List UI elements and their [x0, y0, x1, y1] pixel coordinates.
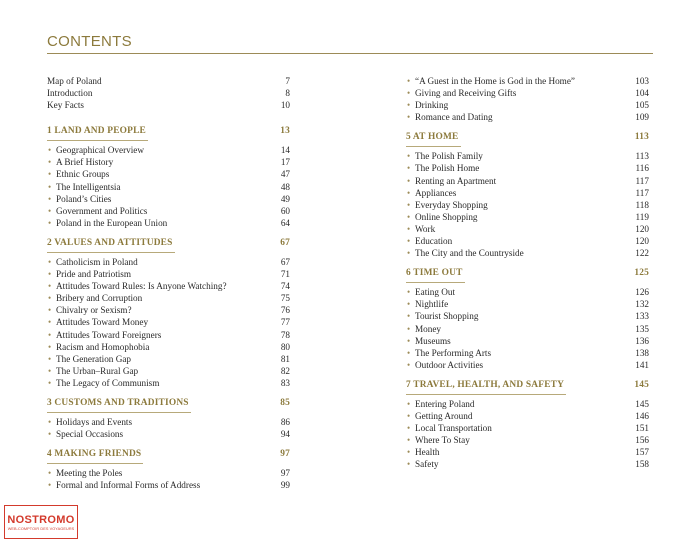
section-title: 2 VALUES AND ATTITUDES [47, 237, 173, 248]
nostromo-logo [4, 505, 78, 539]
toc-entry[interactable] [406, 199, 649, 211]
toc-entry[interactable] [47, 168, 290, 180]
entry-title: Special Occasions [56, 429, 124, 440]
section-title: 1 LAND AND PEOPLE [47, 126, 146, 137]
entry-title: Catholicism in Poland [56, 256, 138, 267]
entry-title: Romance and Dating [415, 112, 493, 123]
section-page-number: 13 [280, 126, 290, 137]
entry-page-number: 109 [635, 112, 649, 123]
toc-entry[interactable] [406, 235, 649, 247]
bullet-icon: • [407, 299, 411, 310]
entry-title: The Generation Gap [56, 353, 131, 364]
entry-title: The City and the Countryside [415, 248, 524, 259]
entry-title: The Legacy of Communism [56, 377, 160, 388]
entry-title: The Polish Home [415, 163, 480, 174]
toc-entry[interactable] [406, 422, 649, 434]
bullet-icon: • [407, 347, 411, 358]
entry-page-number: 80 [280, 341, 290, 352]
entry-page-number: 158 [635, 459, 649, 470]
toc-entry[interactable] [47, 377, 290, 389]
entry-title: Eating Out [415, 287, 456, 298]
entry-title: Appliances [415, 187, 457, 198]
entry-title: Safety [415, 459, 439, 470]
toc-entry[interactable] [406, 359, 649, 371]
entry-page-number: 105 [635, 100, 649, 111]
bullet-icon: • [48, 480, 52, 491]
bullet-icon: • [407, 76, 411, 86]
toc-entry[interactable] [406, 347, 649, 359]
entry-page-number: 119 [635, 211, 649, 222]
bullet-icon: • [48, 256, 52, 267]
entry-page-number: 77 [280, 317, 290, 328]
bullet-icon: • [407, 112, 411, 123]
toc-entry[interactable] [47, 365, 290, 377]
entry-title: Ethnic Groups [56, 169, 110, 180]
entry-page-number: 113 [635, 151, 649, 162]
section-title: 5 AT HOME [406, 132, 459, 143]
bullet-icon: • [407, 199, 411, 210]
toc-left-column [47, 75, 290, 491]
entry-page-number: 76 [280, 305, 290, 316]
entry-title: Attitudes Toward Money [56, 317, 149, 328]
entry-title: A Brief History [56, 157, 114, 168]
spacer [47, 111, 290, 117]
section-page-number: 67 [280, 237, 290, 248]
entry-title: Outdoor Activities [415, 359, 484, 370]
entry-page-number: 120 [635, 236, 649, 247]
bullet-icon: • [407, 435, 411, 446]
toc-section-heading[interactable] [406, 131, 649, 144]
toc-section-heading[interactable] [406, 267, 649, 280]
entry-page-number: 151 [635, 423, 649, 434]
toc-entry[interactable] [47, 156, 290, 168]
entry-title: Government and Politics [56, 205, 148, 216]
entry-title: “A Guest in the Home is God in the Home” [415, 76, 575, 86]
entry-page-number: 10 [280, 100, 290, 111]
entry-title: Holidays and Events [56, 416, 133, 427]
toc-entry[interactable] [47, 428, 290, 440]
entry-page-number: 48 [280, 181, 290, 192]
toc-entry[interactable] [406, 310, 649, 322]
section-page-number: 125 [634, 268, 649, 279]
entry-title: Bribery and Corruption [56, 293, 143, 304]
bullet-icon: • [48, 157, 52, 168]
toc-entry[interactable] [47, 205, 290, 217]
bullet-icon: • [407, 287, 411, 298]
entry-page-number: 17 [280, 157, 290, 168]
bullet-icon: • [48, 365, 52, 376]
bullet-icon: • [48, 181, 52, 192]
bullet-icon: • [48, 317, 52, 328]
bullet-icon: • [407, 359, 411, 370]
toc-entry[interactable] [47, 316, 290, 328]
bullet-icon: • [407, 236, 411, 247]
toc-entry[interactable] [406, 446, 649, 458]
entry-page-number: 136 [635, 335, 649, 346]
section-underline [47, 412, 191, 413]
entry-title: Local Transportation [415, 423, 492, 434]
entry-page-number: 67 [280, 256, 290, 267]
toc-entry[interactable] [47, 467, 290, 479]
toc-entry[interactable] [406, 111, 649, 123]
toc-entry[interactable] [406, 323, 649, 335]
entry-page-number: 117 [635, 175, 649, 186]
section-page-number: 97 [280, 449, 290, 460]
bullet-icon: • [48, 468, 52, 479]
bullet-icon: • [48, 429, 52, 440]
entry-title: Online Shopping [415, 211, 478, 222]
toc-entry[interactable] [406, 335, 649, 347]
toc-entry[interactable] [406, 175, 649, 187]
title-divider [47, 53, 653, 54]
toc-entry[interactable] [47, 479, 290, 491]
toc-entry[interactable] [47, 87, 290, 99]
section-underline [406, 282, 465, 283]
entry-page-number: 122 [635, 248, 649, 259]
toc-entry[interactable] [47, 193, 290, 205]
toc-section-heading[interactable] [47, 448, 290, 461]
bullet-icon: • [407, 211, 411, 222]
bullet-icon: • [48, 353, 52, 364]
bullet-icon: • [48, 416, 52, 427]
toc-entry[interactable] [47, 268, 290, 280]
bullet-icon: • [407, 423, 411, 434]
entry-title: Health [415, 447, 440, 458]
entry-title: Drinking [415, 100, 449, 111]
bullet-icon: • [407, 410, 411, 421]
entry-page-number: 157 [635, 447, 649, 458]
toc-entry[interactable] [406, 187, 649, 199]
bullet-icon: • [48, 193, 52, 204]
section-page-number: 145 [634, 379, 649, 390]
entry-title: Formal and Informal Forms of Address [56, 480, 201, 491]
entry-page-number: 83 [280, 377, 290, 388]
entry-title: Map of Poland [47, 76, 102, 86]
entry-title: Geographical Overview [56, 145, 145, 156]
bullet-icon: • [48, 329, 52, 340]
toc-entry[interactable] [406, 398, 649, 410]
bullet-icon: • [48, 341, 52, 352]
entry-page-number: 71 [280, 269, 290, 280]
bullet-icon: • [407, 175, 411, 186]
entry-title: Where To Stay [415, 435, 470, 446]
toc-entry[interactable] [406, 75, 649, 87]
bullet-icon: • [48, 377, 52, 388]
entry-page-number: 78 [280, 329, 290, 340]
entry-title: Poland’s Cities [56, 193, 112, 204]
entry-title: Attitudes Toward Foreigners [56, 329, 162, 340]
toc-entry[interactable] [406, 247, 649, 259]
entry-page-number: 117 [635, 187, 649, 198]
toc-entry[interactable] [406, 223, 649, 235]
bullet-icon: • [48, 305, 52, 316]
entry-title: The Performing Arts [415, 347, 492, 358]
toc-section-heading[interactable] [47, 397, 290, 410]
entry-page-number: 141 [635, 359, 649, 370]
entry-page-number: 138 [635, 347, 649, 358]
section-title: 3 CUSTOMS AND TRADITIONS [47, 397, 189, 408]
section-underline [47, 140, 148, 141]
bullet-icon: • [48, 145, 52, 156]
entry-page-number: 104 [635, 88, 649, 99]
entry-page-number: 7 [285, 76, 290, 86]
entry-page-number: 75 [280, 293, 290, 304]
entry-page-number: 60 [280, 205, 290, 216]
page-title: CONTENTS [47, 33, 132, 50]
bullet-icon: • [48, 293, 52, 304]
entry-page-number: 49 [280, 193, 290, 204]
entry-page-number: 135 [635, 323, 649, 334]
entry-title: Tourist Shopping [415, 311, 479, 322]
entry-title: Money [415, 323, 442, 334]
entry-title: The Intelligentsia [56, 181, 121, 192]
section-page-number: 113 [634, 132, 649, 143]
entry-page-number: 116 [635, 163, 649, 174]
bullet-icon: • [48, 205, 52, 216]
toc-entry[interactable] [47, 256, 290, 268]
bullet-icon: • [407, 151, 411, 162]
bullet-icon: • [407, 335, 411, 346]
entry-page-number: 132 [635, 299, 649, 310]
entry-title: Nightlife [415, 299, 449, 310]
entry-title: Introduction [47, 88, 93, 99]
bullet-icon: • [407, 88, 411, 99]
toc-entry[interactable] [47, 353, 290, 365]
bullet-icon: • [48, 217, 52, 228]
entry-page-number: 82 [280, 365, 290, 376]
toc-entry[interactable] [406, 458, 649, 470]
toc-entry[interactable] [406, 99, 649, 111]
toc-entry[interactable] [47, 144, 290, 156]
entry-page-number: 8 [285, 88, 290, 99]
entry-title: The Urban–Rural Gap [56, 365, 139, 376]
toc-entry[interactable] [47, 99, 290, 111]
entry-page-number: 146 [635, 410, 649, 421]
entry-page-number: 103 [635, 76, 649, 86]
toc-entry[interactable] [406, 162, 649, 174]
bullet-icon: • [407, 223, 411, 234]
entry-title: Education [415, 236, 453, 247]
bullet-icon: • [407, 447, 411, 458]
entry-title: Attitudes Toward Rules: Is Anyone Watching? [56, 281, 227, 292]
bullet-icon: • [48, 269, 52, 280]
toc-entry[interactable] [47, 329, 290, 341]
entry-page-number: 120 [635, 223, 649, 234]
toc-entry[interactable] [406, 150, 649, 162]
entry-title: Entering Poland [415, 398, 475, 409]
toc-entry[interactable] [47, 280, 290, 292]
entry-title: Key Facts [47, 100, 84, 111]
section-underline [406, 146, 461, 147]
toc-section-heading[interactable] [47, 237, 290, 250]
toc-entry[interactable] [47, 416, 290, 428]
toc-entry[interactable] [47, 217, 290, 229]
entry-page-number: 64 [280, 217, 290, 228]
entry-page-number: 74 [280, 281, 290, 292]
logo-tagline: WEB-COMPTOIR DES VOYAGEURS [7, 527, 75, 531]
entry-title: Pride and Patriotism [56, 269, 132, 280]
entry-title: The Polish Family [415, 151, 483, 162]
entry-page-number: 126 [635, 287, 649, 298]
bullet-icon: • [48, 281, 52, 292]
entry-title: Racism and Homophobia [56, 341, 150, 352]
entry-title: Poland in the European Union [56, 217, 168, 228]
section-underline [406, 394, 566, 395]
toc-entry[interactable] [47, 75, 290, 87]
toc-entry[interactable] [47, 181, 290, 193]
toc-right-column [406, 75, 649, 470]
bullet-icon: • [407, 248, 411, 259]
bullet-icon: • [407, 100, 411, 111]
entry-page-number: 156 [635, 435, 649, 446]
toc-entry[interactable] [406, 410, 649, 422]
entry-page-number: 118 [635, 199, 649, 210]
entry-title: Everyday Shopping [415, 199, 488, 210]
entry-title: Giving and Receiving Gifts [415, 88, 517, 99]
entry-title: Getting Around [415, 410, 473, 421]
entry-title: Renting an Apartment [415, 175, 497, 186]
section-title: 4 MAKING FRIENDS [47, 449, 142, 460]
section-title: 6 TIME OUT [406, 268, 463, 279]
entry-page-number: 133 [635, 311, 649, 322]
entry-title: Meeting the Poles [56, 468, 123, 479]
bullet-icon: • [407, 459, 411, 470]
entry-page-number: 94 [280, 429, 290, 440]
entry-page-number: 86 [280, 416, 290, 427]
toc-entry[interactable] [406, 87, 649, 99]
toc-entry[interactable] [47, 292, 290, 304]
section-page-number: 85 [280, 397, 290, 408]
toc-entry[interactable] [406, 298, 649, 310]
bullet-icon: • [48, 169, 52, 180]
entry-page-number: 47 [280, 169, 290, 180]
toc-section-heading[interactable] [406, 379, 649, 392]
toc-entry[interactable] [406, 286, 649, 298]
logo-name: NOSTROMO [7, 514, 75, 526]
entry-page-number: 145 [635, 398, 649, 409]
bullet-icon: • [407, 163, 411, 174]
entry-title: Work [415, 223, 436, 234]
bullet-icon: • [407, 398, 411, 409]
bullet-icon: • [407, 323, 411, 334]
entry-page-number: 97 [280, 468, 290, 479]
section-underline [47, 463, 143, 464]
section-title: 7 TRAVEL, HEALTH, AND SAFETY [406, 379, 565, 390]
toc-entry[interactable] [406, 434, 649, 446]
toc-section-heading[interactable] [47, 125, 290, 138]
entry-page-number: 14 [280, 145, 290, 156]
toc-entry[interactable] [47, 304, 290, 316]
toc-entry[interactable] [47, 341, 290, 353]
bullet-icon: • [407, 187, 411, 198]
toc-entry[interactable] [406, 211, 649, 223]
section-underline [47, 252, 175, 253]
entry-page-number: 81 [280, 353, 290, 364]
entry-title: Chivalry or Sexism? [56, 305, 132, 316]
bullet-icon: • [407, 311, 411, 322]
entry-title: Museums [415, 335, 451, 346]
entry-page-number: 99 [280, 480, 290, 491]
